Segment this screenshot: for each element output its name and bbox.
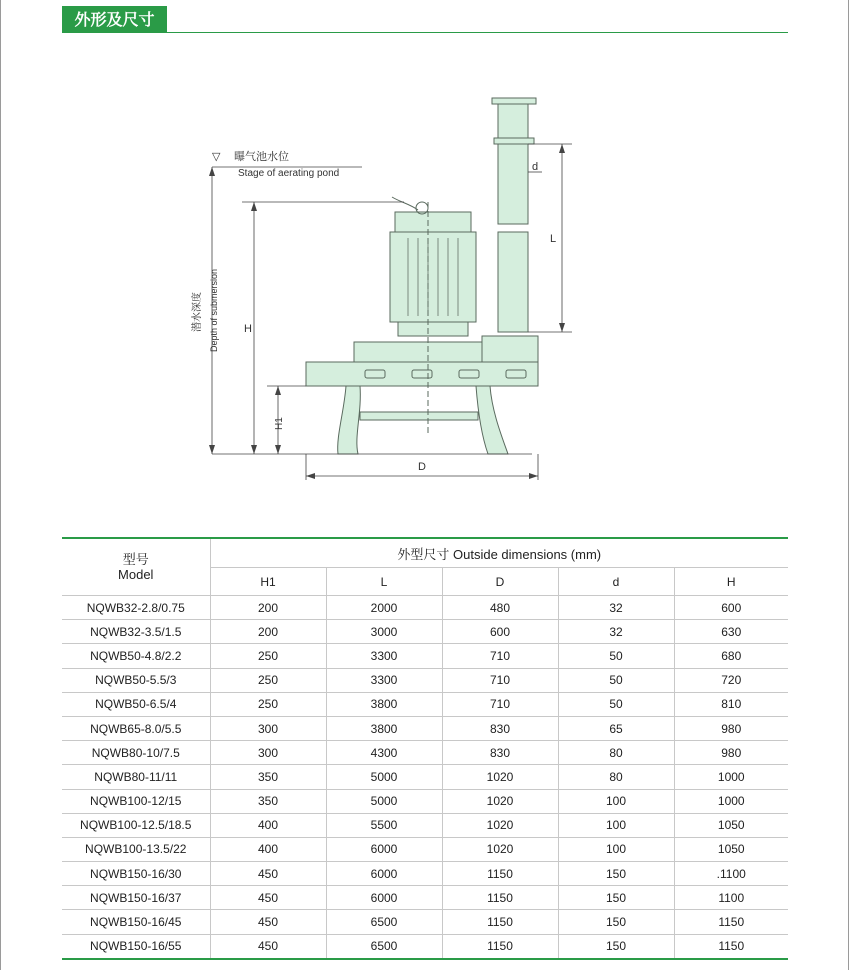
value-cell: .1100	[674, 862, 788, 886]
value-cell: 3300	[326, 644, 442, 668]
value-cell: 100	[558, 813, 674, 837]
water-level-symbol: ▽	[212, 150, 221, 163]
value-cell: 3800	[326, 692, 442, 716]
value-cell: 50	[558, 692, 674, 716]
value-cell: 1150	[442, 934, 558, 959]
value-cell: 5000	[326, 789, 442, 813]
model-cell: NQWB150-16/37	[62, 886, 210, 910]
table-row	[62, 741, 788, 765]
table-row	[62, 862, 788, 886]
value-cell: 830	[442, 716, 558, 740]
model-cell: NQWB150-16/45	[62, 910, 210, 934]
table-row	[62, 886, 788, 910]
value-cell: 150	[558, 934, 674, 959]
value-cell: 1020	[442, 813, 558, 837]
value-cell: 6500	[326, 934, 442, 959]
value-cell: 1050	[674, 813, 788, 837]
model-cell: NQWB80-11/11	[62, 765, 210, 789]
value-cell: 150	[558, 862, 674, 886]
page-border-left	[0, 0, 1, 970]
outlet-elbow	[482, 336, 538, 362]
model-cell: NQWB80-10/7.5	[62, 741, 210, 765]
value-cell: 980	[674, 741, 788, 765]
model-cell: NQWB32-2.8/0.75	[62, 596, 210, 620]
page-border-right	[848, 0, 849, 970]
value-cell: 300	[210, 716, 326, 740]
value-cell: 6000	[326, 862, 442, 886]
table-row	[62, 765, 788, 789]
value-cell: 980	[674, 716, 788, 740]
riser-upper-pipe	[498, 104, 528, 224]
title-rule	[62, 32, 788, 33]
value-cell: 250	[210, 668, 326, 692]
value-cell: 710	[442, 668, 558, 692]
value-cell: 250	[210, 692, 326, 716]
value-cell: 150	[558, 886, 674, 910]
value-cell: 4300	[326, 741, 442, 765]
value-cell: 720	[674, 668, 788, 692]
model-header-cn: 型号	[122, 552, 149, 567]
value-cell: 65	[558, 716, 674, 740]
value-cell: 600	[674, 596, 788, 620]
value-cell: 1020	[442, 765, 558, 789]
motor-body	[390, 232, 476, 322]
value-cell: 2000	[326, 596, 442, 620]
table-row	[62, 789, 788, 813]
value-cell: 32	[558, 596, 674, 620]
table-row	[62, 813, 788, 837]
pump-dimension-diagram	[62, 52, 788, 512]
column-header-d-outer: D	[442, 568, 558, 596]
value-cell: 450	[210, 886, 326, 910]
model-header-en: Model	[118, 567, 154, 582]
value-cell: 680	[674, 644, 788, 668]
value-cell: 250	[210, 644, 326, 668]
value-cell: 1000	[674, 789, 788, 813]
water-level-label-en: Stage of aerating pond	[238, 168, 340, 179]
model-column-header	[62, 538, 210, 596]
dim-label-L: L	[550, 233, 557, 245]
value-cell: 3800	[326, 716, 442, 740]
value-cell: 3000	[326, 620, 442, 644]
value-cell: 1150	[442, 862, 558, 886]
value-cell: 400	[210, 813, 326, 837]
value-cell: 1000	[674, 765, 788, 789]
model-cell: NQWB100-12.5/18.5	[62, 813, 210, 837]
column-header-h: H	[674, 568, 788, 596]
value-cell: 810	[674, 692, 788, 716]
value-cell: 50	[558, 644, 674, 668]
table-row	[62, 620, 788, 644]
value-cell: 50	[558, 668, 674, 692]
left-leg	[338, 386, 361, 454]
model-cell: NQWB50-6.5/4	[62, 692, 210, 716]
value-cell: 1150	[442, 886, 558, 910]
value-cell: 1100	[674, 886, 788, 910]
value-cell: 200	[210, 620, 326, 644]
power-cable	[392, 197, 418, 210]
value-cell: 1020	[442, 837, 558, 861]
dim-label-d: d	[532, 161, 539, 173]
right-leg	[476, 386, 508, 454]
motor-base	[398, 322, 468, 336]
value-cell: 710	[442, 692, 558, 716]
value-cell: 350	[210, 765, 326, 789]
value-cell: 80	[558, 741, 674, 765]
column-header-h1: H1	[210, 568, 326, 596]
value-cell: 6000	[326, 837, 442, 861]
riser-mid-flange	[494, 138, 534, 144]
table-row	[62, 910, 788, 934]
column-header-l: L	[326, 568, 442, 596]
model-cell: NQWB32-3.5/1.5	[62, 620, 210, 644]
model-cell: NQWB65-8.0/5.5	[62, 716, 210, 740]
value-cell: 630	[674, 620, 788, 644]
value-cell: 32	[558, 620, 674, 644]
value-cell: 1050	[674, 837, 788, 861]
dim-label-H1: H1	[274, 417, 285, 430]
dimensions-table	[62, 537, 788, 960]
depth-label-cn: 潜水深度	[192, 292, 203, 332]
base-platform	[306, 362, 538, 386]
motor-top	[395, 212, 471, 232]
value-cell: 100	[558, 837, 674, 861]
value-cell: 450	[210, 934, 326, 959]
depth-label-en: Depth of submersion	[209, 268, 219, 352]
model-cell: NQWB50-5.5/3	[62, 668, 210, 692]
value-cell: 710	[442, 644, 558, 668]
value-cell: 300	[210, 741, 326, 765]
value-cell: 480	[442, 596, 558, 620]
value-cell: 450	[210, 862, 326, 886]
dim-label-H: H	[244, 323, 252, 335]
table-row	[62, 596, 788, 620]
value-cell: 830	[442, 741, 558, 765]
model-cell: NQWB100-13.5/22	[62, 837, 210, 861]
value-cell: 600	[442, 620, 558, 644]
water-level-label-cn: 曝气池水位	[234, 150, 289, 163]
dimensions-header: 外型尺寸 Outside dimensions (mm)	[210, 538, 788, 568]
leg-crossbar	[360, 412, 478, 420]
value-cell: 100	[558, 789, 674, 813]
model-cell: NQWB100-12/15	[62, 789, 210, 813]
column-header-d-pipe: d	[558, 568, 674, 596]
section-title: 外形及尺寸	[62, 6, 167, 33]
model-cell: NQWB150-16/55	[62, 934, 210, 959]
value-cell: 150	[558, 910, 674, 934]
riser-top-flange	[492, 98, 536, 104]
value-cell: 400	[210, 837, 326, 861]
value-cell: 1150	[674, 910, 788, 934]
riser-lower-pipe	[498, 232, 528, 332]
value-cell: 5000	[326, 765, 442, 789]
value-cell: 6000	[326, 886, 442, 910]
value-cell: 1020	[442, 789, 558, 813]
value-cell: 1150	[674, 934, 788, 959]
model-cell: NQWB50-4.8/2.2	[62, 644, 210, 668]
table-row	[62, 644, 788, 668]
table-row	[62, 668, 788, 692]
value-cell: 1150	[442, 910, 558, 934]
value-cell: 450	[210, 910, 326, 934]
model-cell: NQWB150-16/30	[62, 862, 210, 886]
value-cell: 350	[210, 789, 326, 813]
table-row	[62, 716, 788, 740]
table-row	[62, 692, 788, 716]
value-cell: 3300	[326, 668, 442, 692]
value-cell: 5500	[326, 813, 442, 837]
table-row	[62, 837, 788, 861]
table-row	[62, 934, 788, 959]
dim-label-D: D	[418, 461, 426, 473]
value-cell: 80	[558, 765, 674, 789]
value-cell: 200	[210, 596, 326, 620]
value-cell: 6500	[326, 910, 442, 934]
